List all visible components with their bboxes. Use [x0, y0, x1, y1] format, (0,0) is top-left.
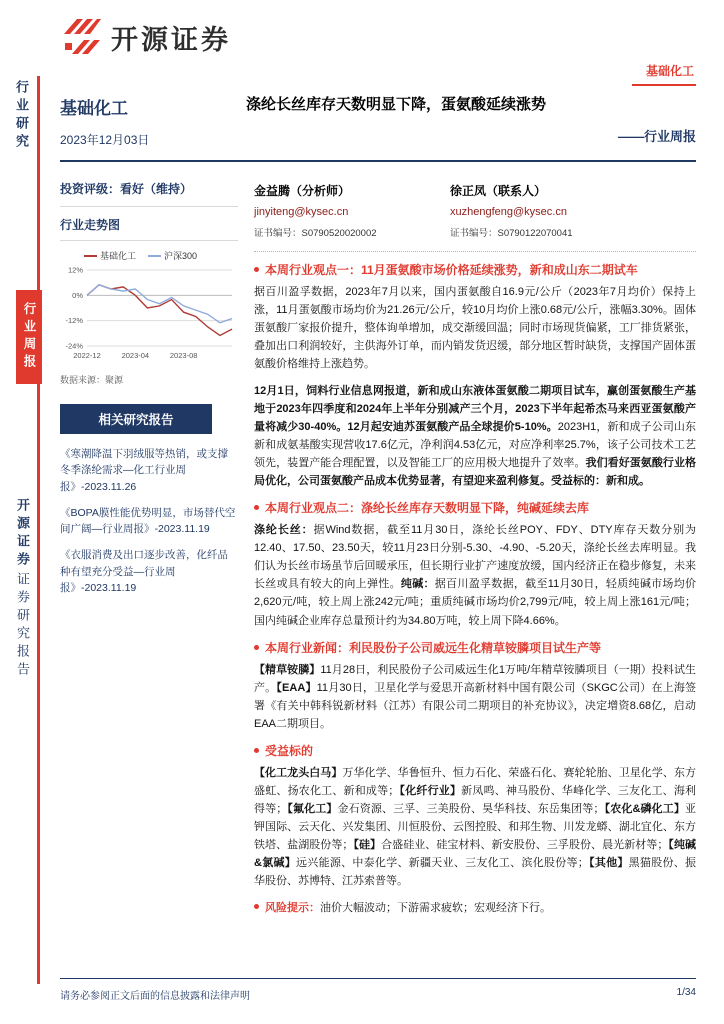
analyst-card [254, 182, 424, 239]
report-type-label: ——行业周报 [617, 128, 696, 144]
brand-logo-icon [60, 16, 102, 58]
sidebar-brand-label: 开源证券 [15, 498, 30, 570]
paragraph [254, 521, 696, 629]
brand [60, 16, 696, 58]
investment-rating [60, 170, 238, 207]
bullet-icon [254, 645, 259, 650]
section-heading-text: 本周行业观点二：涤纶长丝库存天数明显下降，纯碱延续去库 [265, 501, 590, 516]
section-heading-text: 本周行业观点一：11月蛋氨酸市场价格延续涨势，新和成山东二期试车 [265, 263, 638, 277]
bullet-icon [254, 904, 259, 909]
text-run: 金石资源、三孚、三美股份、昊华科技、东岳集团等； [337, 802, 605, 815]
industry-tag: 基础化工 [632, 62, 696, 86]
text-run: 【纯碱&氯碱】 [254, 838, 697, 869]
text-run: 据百川盈孚数据，截至11月30日，轻质纯碱市场均价2,620元/吨，较上周上涨242元/吨；重质纯碱市场均价2,799元/吨，较上周上涨161元/吨；国内纯碱企业库存总量预计约为34.80万吨，较上周下降4.66%。 [254, 578, 697, 627]
industry-name: 基础化工 [60, 99, 128, 118]
divider [254, 251, 696, 252]
report-title: 涤纶长丝库存天数明显下降，蛋氨酸延续涨势 [246, 96, 547, 113]
main-content [254, 170, 696, 926]
section-heading [254, 742, 696, 759]
text-run: 11月30日，卫星化学与爱思开高新材料中国有限公司（SKGC公司）在上海签署《有关中韩科锐新材料（江苏）有限公司二期项目的补充协议》，决定增资8.68亿，启动EAA二期项目。 [254, 681, 696, 730]
paragraph [254, 283, 696, 373]
analyst-cert: 证书编号：S0790520020002 [254, 228, 377, 239]
svg-text:2023-08: 2023-08 [169, 351, 198, 360]
paragraph [254, 661, 696, 733]
trend-chart-canvas [60, 264, 238, 362]
text-run: 黑猫股份、振华股份、苏博特、江苏索普等。 [254, 856, 697, 887]
trend-chart-title: 行业走势图 [60, 207, 238, 241]
page-footer [60, 978, 696, 1002]
legend-item [148, 249, 197, 262]
text-run: 12月1日，饲料行业信息网报道，新和成山东液体蛋氨酸二期项目试车，赢创蛋氨酸生产基地于2023年四季度和2024年上半年分别减产三个月，2023下半年起希杰马来西亚蛋氨酸产量将减少30-40%。12月起安迪苏蛋氨酸产品全球提价5-10%。 [254, 385, 696, 434]
related-report-item: 《BOPA膜性能优势明显，市场替代空间广阔—行业周报》-2023.11.19 [60, 506, 236, 536]
section-heading [254, 261, 696, 278]
analyst-card [450, 182, 620, 239]
analyst-email[interactable]: xuzhengfeng@kysec.cn [450, 206, 567, 218]
svg-text:2022-12: 2022-12 [73, 351, 101, 360]
text-run: 合盛硅业、硅宝材料、新安股份、三孚股份、晨光新材等； [381, 838, 669, 851]
text-run: 新凤鸣、神马股份、华峰化学、三友化工、海利得等； [254, 784, 697, 815]
content-area [60, 0, 696, 1024]
bullet-icon [254, 505, 259, 510]
text-run: 据Wind数据，截至11月30日，涤纶长丝POY、FDY、DTY库存天数分别为12.40、17.50、23.50天，较11月23日分别-5.30、-4.90、-5.20天，涤纶长丝去库明显。我们认为长丝市场虽节后回暖承压，但长期行业扩产速度放缓，国内经济正在稳步修复，未来长丝或具有较大的向上弹性。 [254, 524, 696, 591]
paragraph [254, 899, 696, 917]
svg-text:0%: 0% [72, 290, 83, 300]
sidebar-red-line [37, 76, 40, 984]
sidebar-tab-industry-research: 行业研究 [14, 80, 29, 152]
legend-label: 沪深300 [164, 251, 198, 261]
report-sections [254, 261, 696, 917]
text-run: 11月28日，利民股份子公司威远生化1万吨/年精草铵膦项目（一期）投料试生产。 [254, 663, 696, 694]
text-run: 【氟化工】 [287, 802, 338, 815]
paragraph [254, 764, 696, 890]
legend-item [84, 249, 136, 262]
legend-marker [84, 255, 97, 257]
report-header-left [60, 94, 246, 148]
trend-chart [60, 249, 238, 367]
related-reports-title: 相关研究报告 [60, 404, 212, 434]
report-header-right [246, 94, 696, 148]
rating-value: 看好（维持） [120, 182, 193, 196]
text-run: 据百川盈孚数据，2023年7月以来，国内蛋氨酸自16.9元/公斤（2023年7月均价）保持上涨，11月蛋氨酸市场均价为21.26元/公斤，较10月均价上涨0.68元/公斤，涨幅3.30%。固体蛋氨酸厂家报价提升，整体询单增加，成交渐缓回温；同时市场现货偏紧，工厂排货紧张，叠加出口利润较好，主供海外订单，而内销发货迟缓，部分地区暂时缺货，支撑国产固体蛋氨酸价格维持上涨趋势。 [254, 286, 696, 371]
svg-text:-12%: -12% [65, 316, 83, 326]
page-number: 1/34 [676, 987, 696, 998]
text-run: 【农化&磷化工】 [604, 802, 686, 815]
text-run: 油价大幅波动；下游需求疲软；宏观经济下行。 [320, 901, 551, 914]
svg-text:-24%: -24% [65, 341, 83, 351]
text-run: 我们看好蛋氨酸行业格局优化，公司蛋氨酸产品成本优势显著，有望迎来盈利修复。受益标的：新和成。 [254, 457, 697, 488]
left-panel [60, 170, 238, 926]
related-reports-list [60, 446, 238, 596]
section-heading-text: 本周行业新闻：利民股份子公司威远生化精草铵膦项目试生产等 [265, 640, 602, 655]
legend-marker [148, 255, 161, 257]
section-heading [254, 639, 696, 656]
text-run: 【化纤行业】 [399, 784, 462, 797]
analysts-block [254, 170, 696, 239]
text-run: 【其他】 [588, 856, 629, 869]
brand-name: 开源证券 [111, 24, 231, 55]
text-run: 涤纶长丝： [254, 524, 314, 537]
text-run: 亚钾国际、云天化、兴发集团、川恒股份、云图控股、和邦生物、川发龙蟒、湖北宜化、东方铁塔、盐湖股份等； [254, 802, 697, 851]
bullet-icon [254, 748, 259, 753]
chart-data-source: 数据来源：聚源 [60, 375, 124, 385]
text-run: 【EAA】 [276, 681, 317, 694]
related-report-item: 《衣服消费及出口逐步改善，化纤品种有望充分受益—行业周报》-2023.11.19 [60, 549, 228, 594]
text-run: 2023H1，新和成子公司山东新和成氨基酸实现营收17.6亿元，净利润4.53亿元，对应净利率25.7%，该子公司技术工艺领先，装置产能合理配置，以及智能工厂的应用极大地提升了效率。 [254, 421, 696, 470]
footer-disclaimer: 请务必参阅正文后面的信息披露和法律声明 [60, 991, 250, 1002]
sidebar-tab-weekly-report: 行业周报 [16, 290, 42, 384]
chart-legend [84, 249, 238, 262]
bullet-icon [254, 267, 259, 272]
text-run: 纯碱： [400, 578, 435, 591]
text-run: 万华化学、华鲁恒升、恒力石化、荣盛石化、赛轮轮胎、卫星化学、东方盛虹、扬农化工、新和成等； [254, 766, 697, 797]
text-run: 【化工龙头白马】 [254, 766, 343, 779]
section-heading-text: 受益标的 [265, 743, 314, 758]
svg-text:2023-04: 2023-04 [121, 351, 150, 360]
section-heading [254, 499, 696, 516]
analyst-email[interactable]: jinyiteng@kysec.cn [254, 206, 349, 218]
rating-label: 投资评级： [60, 182, 121, 196]
report-header [60, 94, 696, 162]
text-run: 【硅】 [353, 838, 382, 851]
paragraph [254, 382, 696, 490]
analyst-name: 金益腾（分析师） [254, 184, 351, 198]
related-report-item: 《寒潮降温下羽绒服等热销，或支撑冬季涤纶需求—化工行业周报》-2023.11.26 [60, 448, 228, 493]
sidebar-research-report-label: 证券研究报告 [15, 572, 30, 680]
legend-label: 基础化工 [100, 251, 137, 261]
svg-text:12%: 12% [67, 265, 83, 275]
text-run: 【精草铵膦】 [254, 663, 321, 676]
analyst-cert: 证书编号：S0790122070041 [450, 228, 573, 239]
text-run: 风险提示： [265, 901, 320, 914]
report-date: 2023年12月03日 [60, 133, 150, 147]
text-run: 远兴能源、中泰化学、新疆天业、三友化工、滨化股份等； [296, 856, 589, 869]
analyst-name: 徐正凤（联系人） [450, 184, 547, 198]
